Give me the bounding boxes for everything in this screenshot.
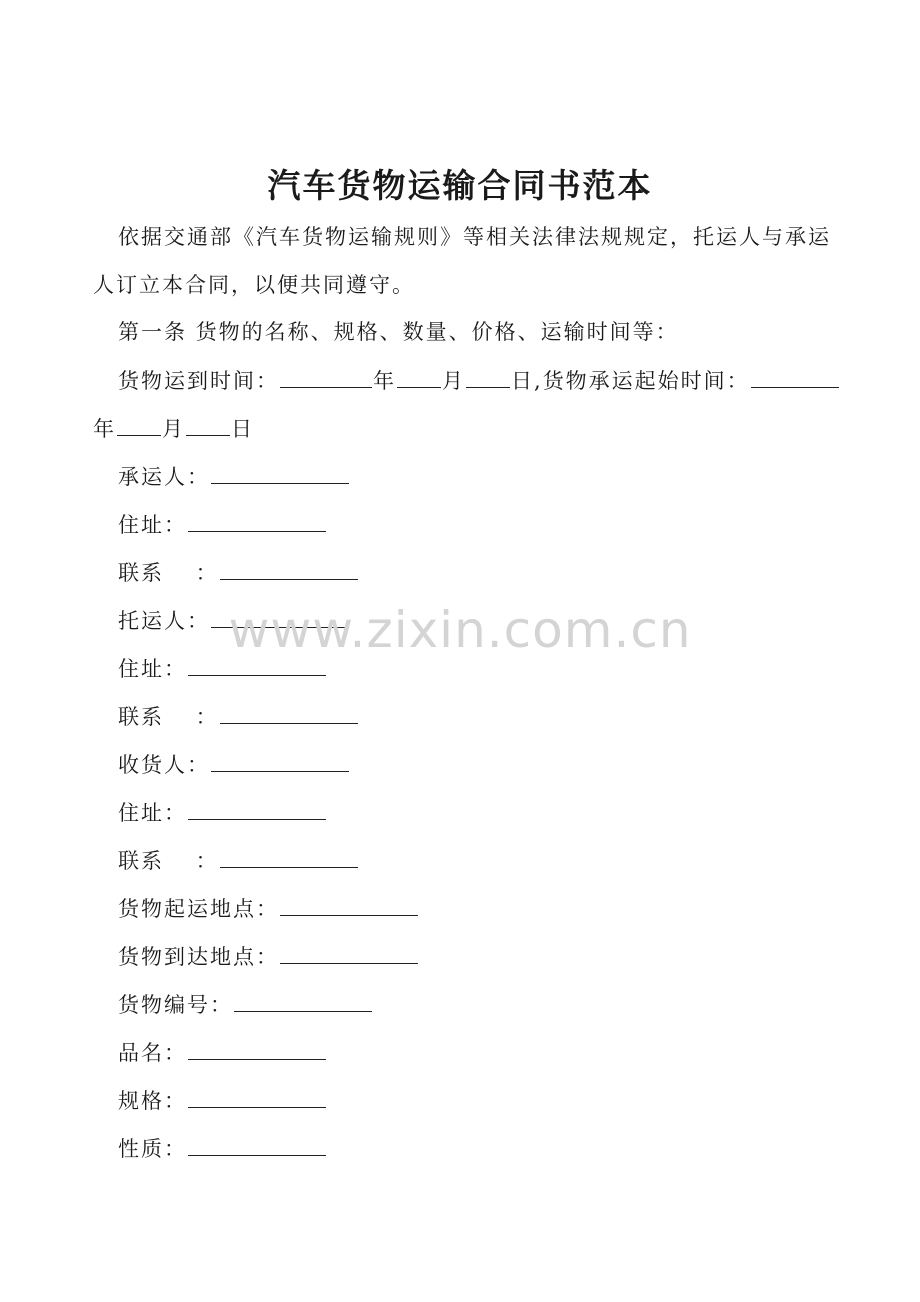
contact-label: 联系 ： [118, 705, 219, 729]
intro-paragraph-line-2: 人订立本合同，以便共同遵守。 [93, 273, 415, 297]
consignee-contact-blank[interactable] [220, 845, 358, 868]
carrier-field [118, 461, 350, 492]
arrival-year-blank[interactable] [280, 365, 372, 388]
cargo-number-blank[interactable] [234, 989, 372, 1012]
carrier-label: 承运人： [118, 465, 210, 489]
month-label: 月 [442, 369, 465, 393]
consignee-address-blank[interactable] [188, 797, 326, 820]
shipper-label: 托运人： [118, 609, 210, 633]
consignee-label: 收货人： [118, 753, 210, 777]
carrier-contact-field [118, 557, 359, 588]
carrier-contact-blank[interactable] [220, 557, 358, 580]
shipper-address-blank[interactable] [188, 653, 326, 676]
start-year-blank[interactable] [751, 365, 839, 388]
address-label: 住址： [118, 513, 187, 537]
carrier-address-field [118, 509, 327, 540]
nature-field [118, 1133, 327, 1164]
destination-label: 货物到达地点： [118, 945, 279, 969]
start-time-label: 货物承运起始时间： [542, 369, 750, 393]
nature-label: 性质： [118, 1137, 187, 1161]
cargo-number-label: 货物编号： [118, 993, 233, 1017]
spec-label: 规格： [118, 1089, 187, 1113]
year-label: 年 [93, 417, 116, 441]
origin-blank[interactable] [280, 893, 418, 916]
contact-label: 联系 ： [118, 561, 219, 585]
consignee-field [118, 749, 350, 780]
product-name-field [118, 1037, 327, 1068]
cargo-number-field [118, 989, 373, 1020]
day-label: 日 [231, 417, 254, 441]
nature-blank[interactable] [188, 1133, 326, 1156]
shipper-blank[interactable] [211, 605, 349, 628]
destination-blank[interactable] [280, 941, 418, 964]
start-day-blank[interactable] [186, 413, 230, 436]
shipper-field [118, 605, 350, 636]
delivery-time-line [118, 365, 840, 396]
arrival-time-label: 货物运到时间： [118, 369, 279, 393]
consignee-contact-field [118, 845, 359, 876]
day-label: 日, [511, 369, 543, 393]
year-label: 年 [373, 369, 396, 393]
arrival-day-blank[interactable] [466, 365, 510, 388]
address-label: 住址： [118, 657, 187, 681]
start-month-blank[interactable] [117, 413, 161, 436]
origin-label: 货物起运地点： [118, 897, 279, 921]
product-name-blank[interactable] [188, 1037, 326, 1060]
destination-field [118, 941, 419, 972]
consignee-blank[interactable] [211, 749, 349, 772]
spec-field [118, 1085, 327, 1116]
watermark: www.zixin.com.cn [228, 601, 692, 659]
intro-paragraph-line-1: 依据交通部《汽车货物运输规则》等相关法律法规规定，托运人与承运 [118, 225, 831, 249]
shipper-contact-field [118, 701, 359, 732]
contact-label: 联系 ： [118, 849, 219, 873]
spec-blank[interactable] [188, 1085, 326, 1108]
carrier-blank[interactable] [211, 461, 349, 484]
product-name-label: 品名： [118, 1041, 187, 1065]
arrival-month-blank[interactable] [397, 365, 441, 388]
delivery-time-line-cont [93, 413, 254, 444]
document-title: 汽车货物运输合同书范本 [267, 166, 653, 205]
shipper-address-field [118, 653, 327, 684]
address-label: 住址： [118, 801, 187, 825]
origin-field [118, 893, 419, 924]
shipper-contact-blank[interactable] [220, 701, 358, 724]
article-1-heading: 第一条 货物的名称、规格、数量、价格、运输时间等： [118, 320, 679, 344]
month-label: 月 [162, 417, 185, 441]
carrier-address-blank[interactable] [188, 509, 326, 532]
consignee-address-field [118, 797, 327, 828]
